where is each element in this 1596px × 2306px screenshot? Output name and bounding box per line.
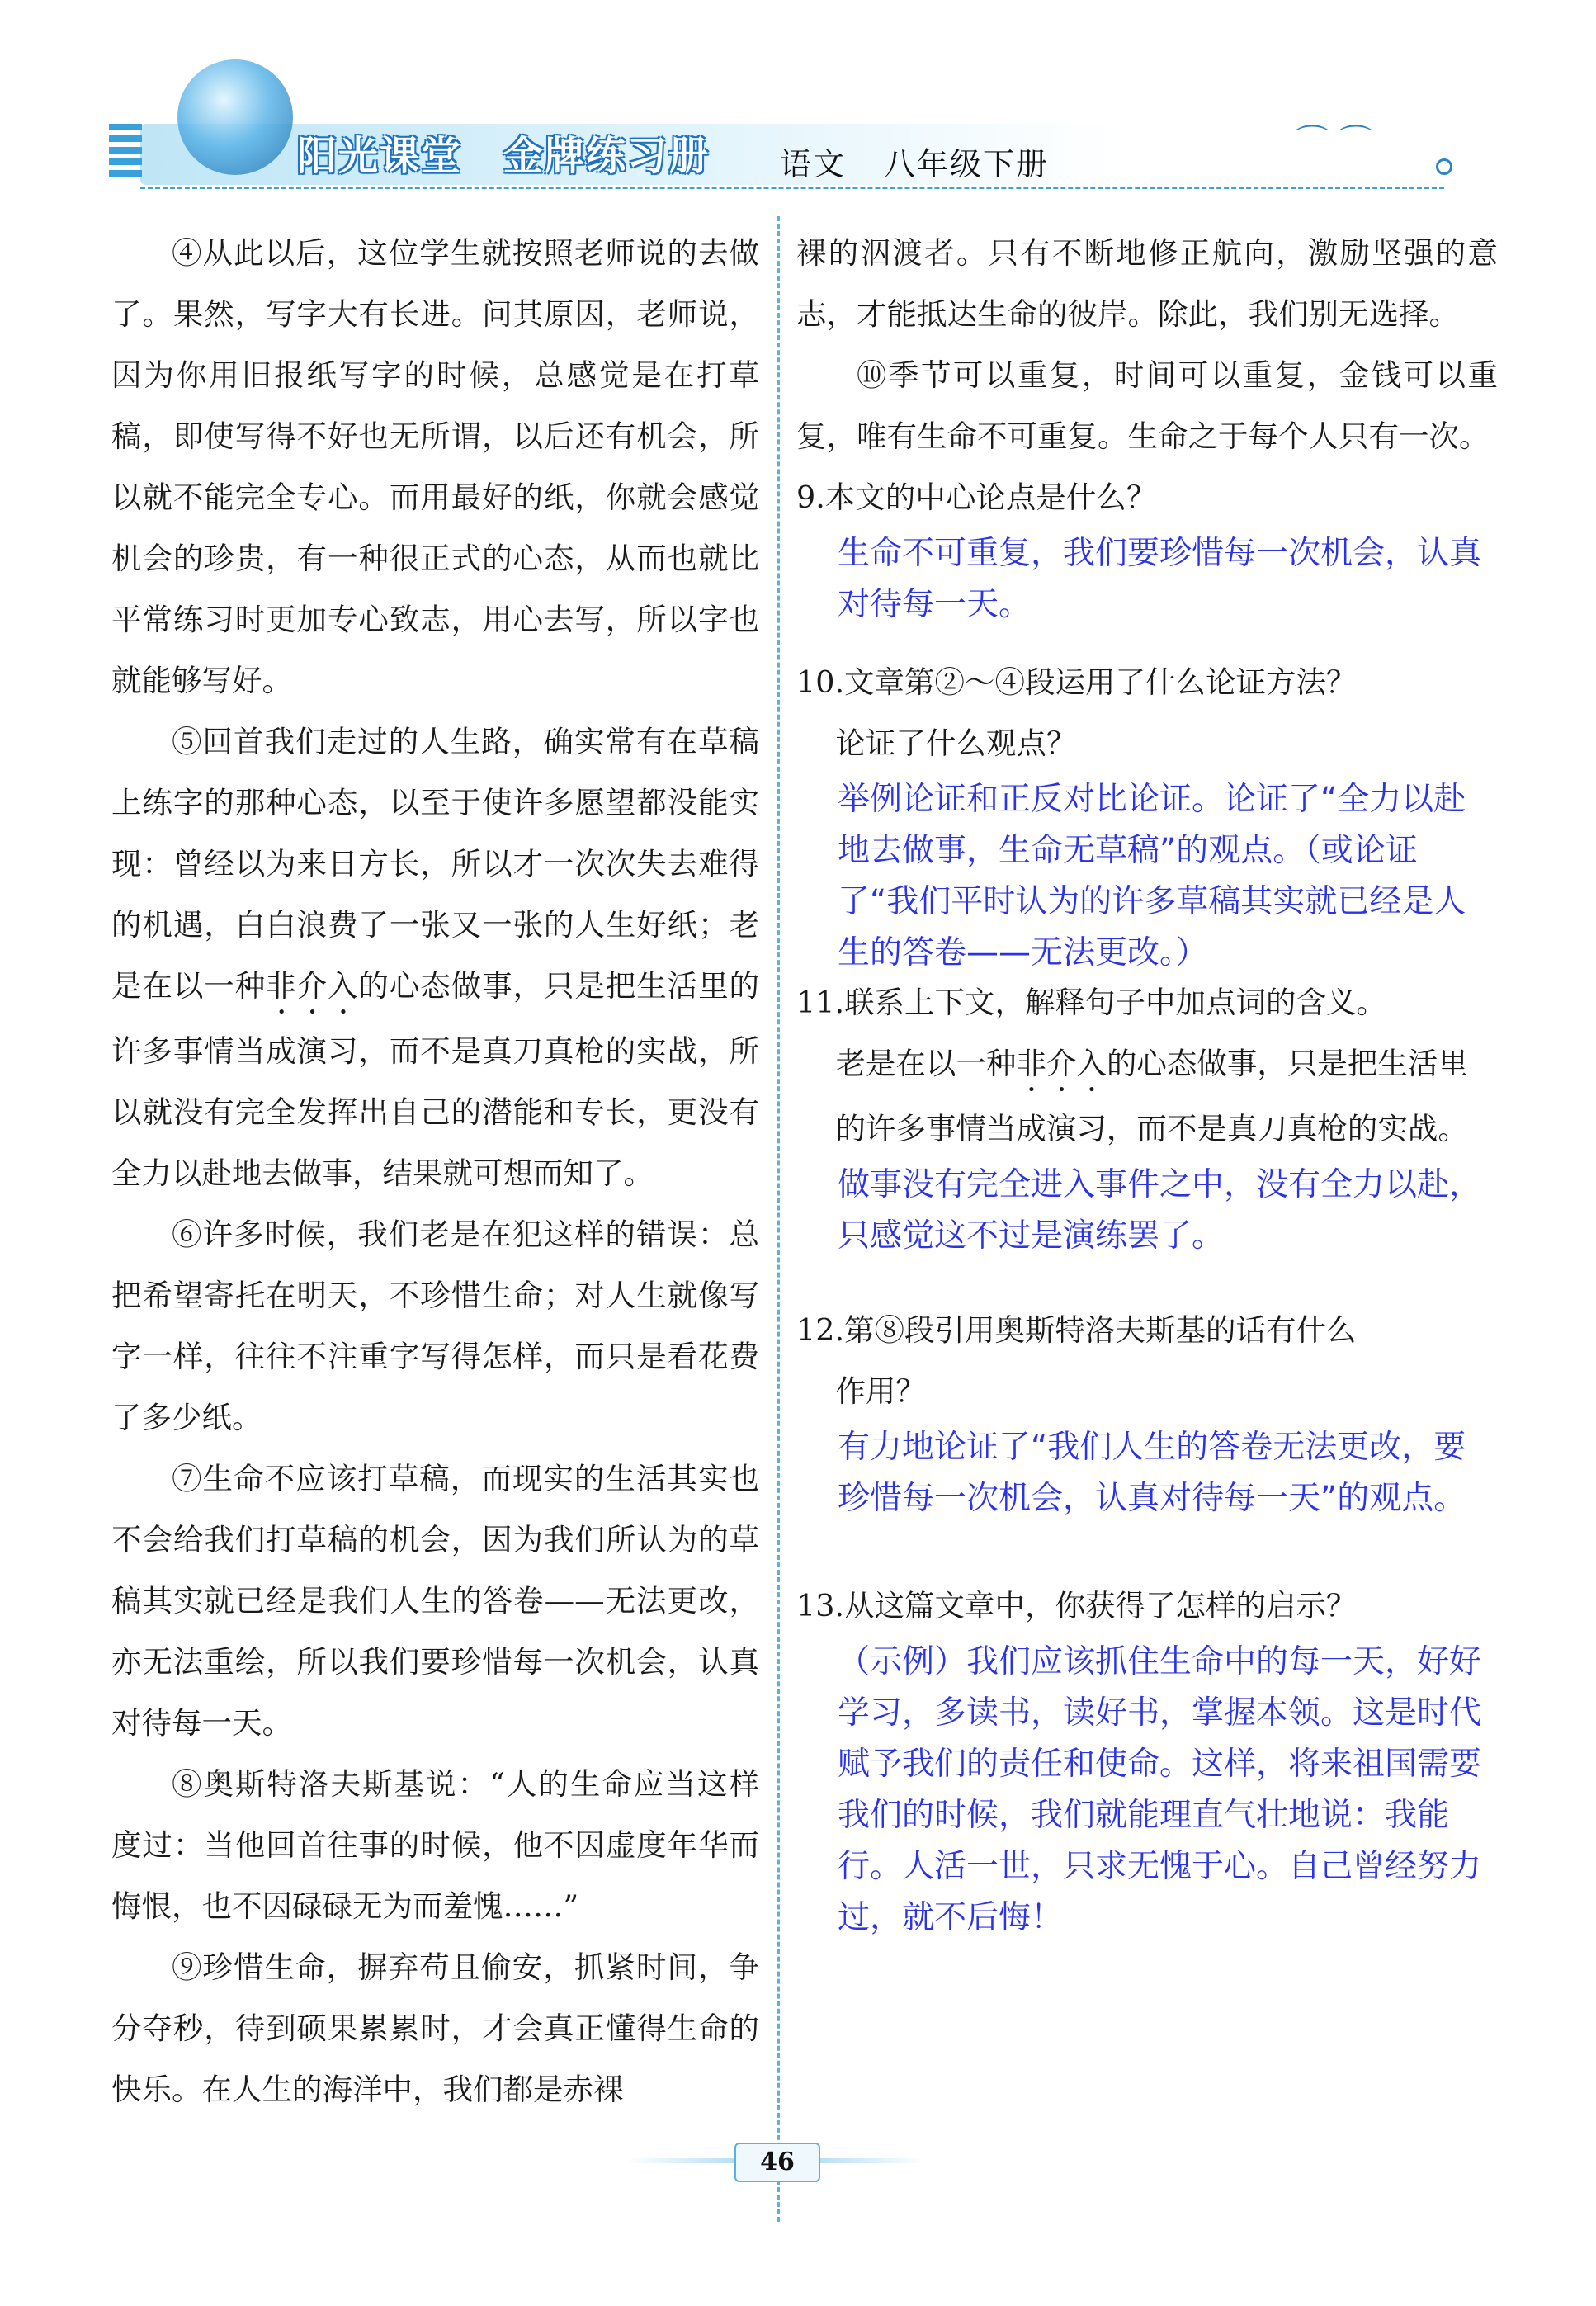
- globe-icon: [177, 59, 293, 175]
- answer-10: 举例论证和正反对比论证。论证了“全力以赴地去做事，生命无草稿”的观点。（或论证了“我们平时认为的许多草稿其实就已经是人生的答卷——无法更改。）: [838, 781, 1466, 971]
- question-12: 12.第⑧段引用奥斯特洛夫斯基的话有什么: [796, 1312, 1357, 1348]
- paragraph-7: ⑦生命不应该打草稿，而现实的生活其实也不会给我们打草稿的机会，因为我们所认为的草稿其实就已经是我们人生的答卷——无法更改，亦无法重绘，所以我们要珍惜每一次机会，认真对待每一天。: [111, 1461, 759, 1741]
- logo-bars-icon: [109, 124, 142, 190]
- series-title-part1: 阳光课堂: [297, 133, 463, 179]
- grade-label: 八年级下册: [884, 146, 1050, 182]
- answer-12: 有力地论证了“我们人生的答卷无法更改，要珍惜每一次机会，认真对待每一天”的观点。: [838, 1429, 1466, 1517]
- right-column: [796, 223, 1498, 1944]
- header-divider: [140, 187, 1444, 189]
- column-divider: [777, 216, 780, 2222]
- paragraph-9-continued: 裸的泅渡者。只有不断地修正航向，激励坚强的意志，才能抵达生命的彼岸。除此，我们别无选择。: [796, 235, 1498, 332]
- answer-9: 生命不可重复，我们要珍惜每一次机会，认真对待每一天。: [838, 535, 1482, 623]
- dotted-term: 非介入: [266, 968, 359, 1004]
- quote-text-b: 的心态做事，只是把生活里的许多事情当成演习，而不是真刀真枪的实战。: [835, 1046, 1468, 1146]
- question-9: 9.本文的中心论点是什么？: [796, 480, 1157, 515]
- quote-text-a: 老是在以一种: [835, 1046, 1017, 1081]
- page-header: [0, 0, 1596, 206]
- series-title: [297, 124, 710, 181]
- answer-13: （示例）我们应该抓住生命中的每一天，好好学习，多读书，读好书，掌握本领。这是时代赋予我们的责任和使命。这样，将来祖国需要我们的时候，我们就能理直气壮地说：我能行。人活一世，只求无愧于心。自己曾经努力过，就不后悔！: [838, 1643, 1482, 1936]
- paragraph-8: ⑧奥斯特洛夫斯基说：“人的生命应当这样度过：当他回首往事的时候，他不因虚度年华而悔恨，也不因碌碌无为而羞愧……”: [111, 1766, 759, 1924]
- paragraph-5-text-b: 的心态做事，只是把生活里的许多事情当成演习，而不是真刀真枪的实战，所以就没有完全发挥出自己的潜能和专长，更没有全力以赴地去做事，结果就可想而知了。: [111, 968, 760, 1191]
- paragraph-9: ⑨珍惜生命，摒弃苟且偷安，抓紧时间，争分夺秒，待到硕果累累时，才会真正懂得生命的快乐。在人生的海洋中，我们都是赤裸: [111, 1949, 759, 2107]
- left-column: [111, 223, 759, 2120]
- subject-label: [780, 139, 1049, 184]
- answer-11: 做事没有完全进入事件之中，没有全力以赴，只感觉这不过是演练罢了。: [838, 1166, 1482, 1255]
- question-10: 10.文章第②～④段运用了什么论证方法？: [796, 664, 1357, 700]
- question-11-quote: [835, 1033, 1498, 1160]
- quote-dotted-term: 非介入: [1016, 1046, 1107, 1081]
- question-11: 11.联系上下文，解释句子中加点词的含义。: [796, 985, 1387, 1020]
- paragraph-4: ④从此以后，这位学生就按照老师说的去做了。果然，写字大有长进。问其原因，老师说，因为你用旧报纸写字的时候，总感觉是在打草稿，即使写得不好也无所谓，以后还有机会，所以就不能完全专心。而用最好的纸，你就会感觉机会的珍贵，有一种很正式的心态，从而也就比平常练习时更加专心致志，用心去写，所以字也就能够写好。: [111, 235, 759, 698]
- page-number: 46: [734, 2143, 820, 2182]
- paragraph-6: ⑥许多时候，我们老是在犯这样的错误：总把希望寄托在明天，不珍惜生命；对人生就像写字一样，往往不注重字写得怎样，而只是看花费了多少纸。: [111, 1217, 759, 1435]
- question-13: 13.从这篇文章中，你获得了怎样的启示？: [796, 1588, 1357, 1623]
- paragraph-5: [111, 711, 759, 1204]
- paragraph-10: ⑩季节可以重复，时间可以重复，金钱可以重复，唯有生命不可重复。生命之于每个人只有一次。: [796, 357, 1498, 454]
- series-title-part2: 金牌练习册: [503, 133, 711, 179]
- paragraph-5-text-a: ⑤回首我们走过的人生路，确实常有在草稿上练字的那种心态，以至于使许多愿望都没能实现：曾经以为来日方长，所以才一次次失去难得的机遇，白白浪费了一张又一张的人生好纸；老是在以一种: [111, 724, 759, 1004]
- subject-name: 语文: [780, 146, 847, 182]
- question-12-line2: 作用？: [835, 1373, 926, 1409]
- corner-dot-icon: [1436, 158, 1452, 175]
- question-10-line2: 论证了什么观点？: [835, 725, 1077, 761]
- birds-icon: ⌒ ⌒: [1296, 123, 1372, 161]
